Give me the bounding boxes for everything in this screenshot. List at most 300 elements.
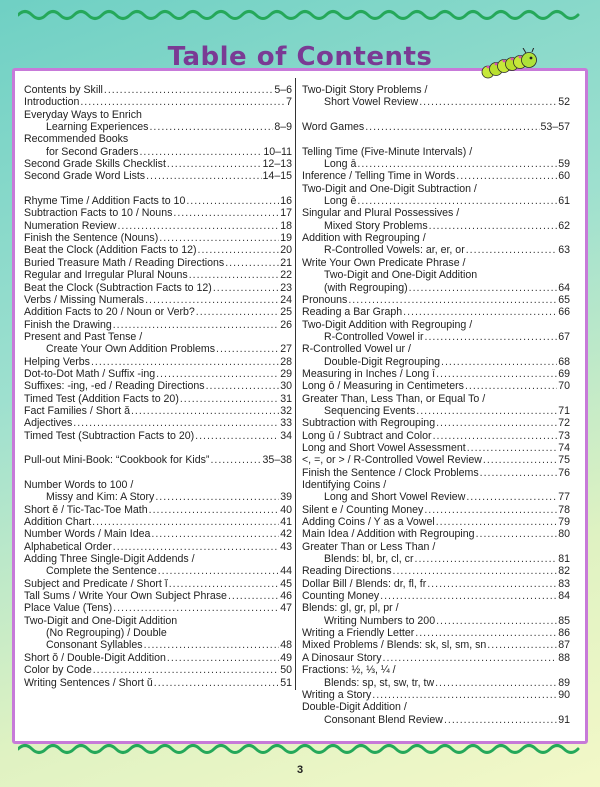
toc-entry-page: 50 — [280, 664, 292, 677]
toc-entry-title: Silent e / Counting Money — [302, 503, 424, 516]
toc-entry-line — [302, 467, 570, 479]
toc-entry-title: R-Controlled Vowels: ar, er, or — [324, 244, 465, 257]
toc-entry[interactable] — [302, 528, 570, 540]
toc-entry-page: 42 — [280, 528, 292, 541]
toc-entry[interactable] — [302, 701, 570, 726]
toc-entry-heading-line: Singular and Plural Possessives / — [302, 207, 460, 220]
dot-leader — [92, 516, 279, 528]
dot-leader — [149, 121, 273, 133]
toc-entry-line — [302, 516, 570, 528]
toc-entry-page: 45 — [280, 577, 292, 590]
toc-entry-page: 80 — [558, 528, 570, 541]
dot-leader — [173, 207, 279, 219]
dot-leader — [228, 590, 279, 602]
toc-entry-title: Adjectives — [24, 417, 73, 430]
toc-entry-line — [302, 294, 570, 306]
toc-entry-title: Suffixes: -ing, -ed / Reading Directions — [24, 380, 205, 393]
toc-entry-page: 61 — [558, 195, 570, 208]
toc-entry-title: Subtraction Facts to 10 / Nouns — [24, 207, 173, 220]
toc-entry-page: 79 — [558, 516, 570, 529]
toc-entry[interactable] — [24, 232, 292, 244]
toc-entry-line — [302, 306, 570, 318]
toc-entry-line — [302, 454, 570, 466]
dot-leader — [186, 195, 279, 207]
toc-entry-page: 73 — [558, 429, 570, 442]
dot-leader — [155, 491, 279, 503]
toc-entry-heading-line: Two-Digit and One-Digit Addition — [24, 614, 178, 627]
toc-entry-page: 40 — [280, 503, 292, 516]
toc-entry-page: 39 — [280, 491, 292, 504]
toc-entry-line — [24, 368, 292, 380]
toc-entry-line — [302, 714, 570, 726]
toc-entry-title: Create Your Own Addition Problems — [46, 343, 216, 356]
toc-entry-line — [302, 565, 570, 577]
toc-entry-page: 18 — [280, 219, 292, 232]
toc-entry-line — [24, 393, 292, 405]
toc-entry-line — [24, 319, 292, 331]
toc-entry-page: 81 — [558, 553, 570, 566]
toc-entry-title: Verbs / Missing Numerals — [24, 293, 145, 306]
toc-entry[interactable] — [302, 504, 570, 516]
toc-entry[interactable] — [24, 195, 292, 207]
toc-entry-page: 27 — [280, 343, 292, 356]
toc-entry[interactable] — [24, 244, 292, 256]
column-divider — [295, 78, 296, 690]
toc-entry-page: 43 — [280, 540, 292, 553]
dot-leader — [429, 220, 558, 232]
toc-entry[interactable] — [302, 516, 570, 528]
toc-entry[interactable] — [24, 664, 292, 676]
toc-entry[interactable] — [302, 146, 570, 171]
toc-entry-title: Subject and Predicate / Short ĭ — [24, 577, 168, 590]
toc-entry-title: Long ā — [324, 158, 357, 171]
toc-entry-page: 84 — [558, 590, 570, 603]
dot-leader — [441, 356, 557, 368]
toc-entry-title: Mixed Problems / Blends: sk, sl, sm, sn — [302, 639, 487, 652]
toc-entry[interactable] — [302, 442, 570, 454]
toc-entry[interactable] — [302, 627, 570, 639]
toc-entry-title: Adding Coins / Y as a Vowel — [302, 516, 435, 529]
toc-entry-page: 85 — [558, 614, 570, 627]
toc-entry-page: 48 — [280, 639, 292, 652]
toc-entry-line — [302, 553, 570, 565]
dot-leader — [149, 504, 280, 516]
toc-entry-title: Number Words / Main Idea — [24, 528, 151, 541]
toc-entry-title: Consonant Blend Review — [324, 713, 443, 726]
toc-entry[interactable] — [302, 541, 570, 566]
toc-entry[interactable] — [24, 652, 292, 664]
toc-entry-title: for Second Graders — [46, 145, 139, 158]
toc-entry[interactable] — [24, 368, 292, 380]
toc-entry-title: Pull-out Mini-Book: “Cookbook for Kids” — [24, 454, 210, 467]
dot-leader — [139, 146, 262, 158]
toc-entry[interactable] — [302, 479, 570, 504]
toc-entry[interactable] — [24, 417, 292, 429]
toc-entry[interactable] — [24, 677, 292, 689]
toc-entry-line — [24, 195, 292, 207]
toc-entry-page: 47 — [280, 602, 292, 615]
toc-entry-page: 75 — [558, 454, 570, 467]
toc-entry-line — [24, 84, 292, 96]
toc-entry-heading-line: Identifying Coins / — [302, 479, 387, 491]
toc-entry[interactable] — [302, 257, 570, 294]
toc-entry-page: 65 — [558, 293, 570, 306]
toc-entry-page: 21 — [280, 256, 292, 269]
toc-entry-line — [24, 516, 292, 528]
toc-entry-page: 31 — [280, 392, 292, 405]
toc-entry-title: R-Controlled Vowel ir — [324, 330, 424, 343]
toc-entry-title: Rhyme Time / Addition Facts to 10 — [24, 195, 186, 208]
toc-entry-line — [24, 565, 292, 577]
dot-leader — [348, 294, 557, 306]
toc-entry-heading-line: Blends: gl, gr, pl, pr / — [302, 602, 399, 615]
toc-entry[interactable] — [24, 96, 292, 108]
toc-entry-page: 5–6 — [274, 84, 292, 96]
toc-entry-title: Double-Digit Regrouping — [324, 355, 441, 368]
top-wave-decoration — [18, 8, 582, 22]
toc-entry-title: Helping Verbs — [24, 355, 90, 368]
toc-entry-title: Long ō / Measuring in Centimeters — [302, 380, 464, 393]
dot-leader — [158, 565, 279, 577]
dot-leader — [357, 158, 557, 170]
toc-entry-line — [302, 96, 570, 108]
toc-entry-line — [302, 578, 570, 590]
dot-leader — [146, 170, 261, 182]
dot-leader — [409, 282, 558, 294]
toc-entry[interactable] — [302, 294, 570, 306]
toc-entry-title: Short ĕ / Tic-Tac-Toe Math — [24, 503, 148, 516]
toc-entry-heading-line: Addition with Regrouping / — [302, 232, 426, 245]
toc-entry-line — [24, 158, 292, 170]
toc-entry-page: 66 — [558, 306, 570, 319]
toc-entry[interactable] — [24, 109, 292, 134]
toc-entry[interactable] — [24, 84, 292, 96]
dot-leader — [145, 294, 279, 306]
toc-entry-title: Writing a Friendly Letter — [302, 627, 415, 640]
dot-leader — [415, 553, 558, 565]
toc-entry-title: Long ē — [324, 195, 357, 208]
toc-entry-page: 87 — [558, 639, 570, 652]
dot-leader — [467, 442, 557, 454]
toc-entry[interactable] — [24, 578, 292, 590]
dot-leader — [206, 380, 280, 392]
dot-leader — [403, 306, 557, 318]
toc-entry-title: <, =, or > / R-Controlled Vowel Review — [302, 454, 482, 467]
toc-entry-line — [302, 615, 570, 627]
dot-leader — [198, 244, 280, 256]
toc-entry-title: Tall Sums / Write Your Own Subject Phrase — [24, 590, 227, 603]
toc-entry-title: Mixed Story Problems — [324, 219, 428, 232]
dot-leader — [154, 677, 279, 689]
toc-entry-title: Measuring in Inches / Long ī — [302, 367, 436, 380]
toc-entry-title: Complete the Sentence — [46, 565, 157, 578]
toc-entry-page: 19 — [280, 232, 292, 245]
toc-entry[interactable] — [302, 121, 570, 133]
toc-entry-line — [24, 602, 292, 614]
dot-leader — [357, 195, 557, 207]
toc-entry-line — [302, 380, 570, 392]
toc-entry-page: 24 — [280, 293, 292, 306]
toc-entry-line — [24, 639, 292, 651]
toc-entry-page: 82 — [558, 565, 570, 578]
dot-leader — [80, 96, 285, 108]
toc-entry-line — [24, 454, 292, 466]
toc-entry-line — [24, 578, 292, 590]
toc-entry-title: Word Games — [302, 121, 365, 134]
toc-entry-page: 20 — [280, 244, 292, 257]
dot-leader — [436, 615, 557, 627]
dot-leader — [419, 96, 557, 108]
toc-entry[interactable] — [24, 220, 292, 232]
toc-entry-line — [302, 442, 570, 454]
toc-entry-page: 41 — [280, 516, 292, 529]
dot-leader — [393, 565, 558, 577]
toc-entry-page: 71 — [558, 404, 570, 417]
toc-entry[interactable] — [24, 294, 292, 306]
toc-entry[interactable] — [24, 257, 292, 269]
toc-entry-heading-line: Two-Digit Addition with Regrouping / — [302, 318, 473, 331]
toc-entry[interactable] — [302, 652, 570, 664]
toc-entry-page: 74 — [558, 441, 570, 454]
toc-entry[interactable] — [302, 393, 570, 418]
dot-leader — [466, 244, 557, 256]
toc-entry[interactable] — [302, 454, 570, 466]
toc-entry[interactable] — [302, 417, 570, 429]
toc-entry-title: Subtraction with Regrouping — [302, 417, 436, 430]
toc-entry-title: Contents by Skill — [24, 84, 103, 96]
toc-entry-line — [24, 170, 292, 182]
dot-leader — [483, 454, 557, 466]
dot-leader — [131, 405, 279, 417]
dot-leader — [104, 84, 273, 96]
dot-leader — [476, 528, 558, 540]
toc-entry[interactable] — [24, 504, 292, 516]
toc-entry-title: Second Grade Skills Checklist — [24, 158, 166, 171]
toc-entry[interactable] — [24, 454, 292, 466]
toc-entry[interactable] — [302, 590, 570, 602]
toc-entry-heading-line: R-Controlled Vowel ur / — [302, 343, 411, 356]
toc-entry-page: 28 — [280, 355, 292, 368]
toc-entry-page: 8–9 — [274, 121, 292, 134]
toc-entry-heading-line: Two-Digit Story Problems / — [302, 84, 428, 96]
toc-entry-page: 35–38 — [262, 454, 292, 467]
toc-entry[interactable] — [302, 639, 570, 651]
toc-entry-page: 23 — [280, 281, 292, 294]
toc-entry[interactable] — [302, 343, 570, 368]
toc-entry[interactable] — [302, 207, 570, 232]
toc-entry-title: (with Regrouping) — [324, 281, 408, 294]
toc-entry[interactable] — [24, 553, 292, 578]
toc-entry[interactable] — [24, 393, 292, 405]
page-number: 3 — [296, 764, 304, 776]
toc-entry-title: Inference / Telling Time in Words — [302, 170, 456, 183]
dot-leader — [213, 282, 279, 294]
toc-entry-page: 86 — [558, 627, 570, 640]
dot-leader — [433, 430, 558, 442]
toc-entry[interactable] — [302, 602, 570, 627]
toc-entry[interactable] — [24, 207, 292, 219]
toc-entry[interactable] — [24, 306, 292, 318]
toc-entry-title: Long and Short Vowel Assessment — [302, 441, 466, 454]
toc-entry-line — [24, 652, 292, 664]
toc-entry-heading-line: Greater Than or Less Than / — [302, 540, 436, 553]
toc-entry[interactable] — [24, 319, 292, 331]
toc-entry[interactable] — [302, 565, 570, 577]
toc-entry[interactable] — [24, 269, 292, 281]
dot-leader — [93, 664, 279, 676]
toc-entry-heading-line: Greater Than, Less Than, or Equal To / — [302, 392, 486, 405]
toc-entry[interactable] — [302, 368, 570, 380]
toc-entry-page: 67 — [558, 330, 570, 343]
toc-entry-heading-line: Present and Past Tense / — [24, 330, 143, 343]
toc-entry-page: 69 — [558, 367, 570, 380]
toc-entry-heading-line: (No Regrouping) / Double — [46, 627, 167, 640]
toc-entry[interactable] — [302, 380, 570, 392]
toc-entry[interactable] — [302, 84, 570, 109]
toc-entry[interactable] — [24, 380, 292, 392]
toc-entry[interactable] — [24, 528, 292, 540]
dot-leader — [425, 331, 558, 343]
toc-entry-title: Short Vowel Review — [324, 96, 419, 109]
toc-entry-line — [24, 257, 292, 269]
dot-leader — [117, 220, 279, 232]
bottom-wave-decoration — [18, 742, 582, 756]
dot-leader — [167, 652, 279, 664]
toc-entry-title: A Dinosaur Story — [302, 651, 382, 664]
toc-entry[interactable] — [24, 602, 292, 614]
toc-entry-line — [24, 504, 292, 516]
toc-entry-page: 63 — [558, 244, 570, 257]
toc-entry-page: 53–57 — [540, 121, 570, 134]
toc-entry-line — [302, 677, 570, 689]
dot-leader — [444, 714, 557, 726]
toc-entry-line — [302, 430, 570, 442]
toc-entry-line — [24, 96, 292, 108]
toc-entry[interactable] — [24, 170, 292, 182]
toc-entry-title: Addition Chart — [24, 516, 92, 529]
toc-entry-page: 17 — [280, 207, 292, 220]
dot-leader — [466, 491, 557, 503]
toc-entry-title: Fact Families / Short ă — [24, 404, 130, 417]
toc-entry[interactable] — [24, 615, 292, 652]
toc-entry-line — [24, 306, 292, 318]
toc-entry-line — [24, 356, 292, 368]
toc-entry[interactable] — [302, 183, 570, 208]
dot-leader — [159, 232, 279, 244]
toc-entry-line — [24, 343, 292, 355]
toc-entry-line — [24, 207, 292, 219]
toc-entry[interactable] — [24, 282, 292, 294]
toc-entry-page: 83 — [558, 577, 570, 590]
toc-entry[interactable] — [24, 405, 292, 417]
toc-entry-line — [24, 430, 292, 442]
toc-entry-page: 33 — [280, 417, 292, 430]
toc-entry-page: 12–13 — [262, 158, 292, 171]
toc-entry[interactable] — [24, 590, 292, 602]
toc-entry-title: Sequencing Events — [324, 404, 416, 417]
toc-entry-page: 52 — [558, 96, 570, 109]
dot-leader — [196, 306, 279, 318]
toc-entry-title: Pronouns — [302, 293, 348, 306]
toc-entry-title: Buried Treasure Math / Reading Directions — [24, 256, 225, 269]
toc-entry[interactable] — [302, 319, 570, 344]
toc-entry-heading-line: Write Your Own Predicate Phrase / — [302, 256, 466, 269]
toc-entry-line — [302, 244, 570, 256]
dot-leader — [210, 454, 261, 466]
toc-entry-page: 7 — [286, 96, 292, 109]
toc-entry-line — [302, 220, 570, 232]
toc-entry-title: Consonant Syllables — [46, 639, 143, 652]
dot-leader — [465, 380, 557, 392]
toc-entry-page: 14–15 — [262, 170, 292, 183]
toc-entry[interactable] — [24, 331, 292, 356]
toc-entry[interactable] — [302, 578, 570, 590]
toc-entry[interactable] — [302, 664, 570, 689]
toc-entry-line — [24, 677, 292, 689]
left-column — [24, 84, 292, 689]
toc-entry-title: Dollar Bill / Blends: dr, fl, fr — [302, 577, 427, 590]
toc-entry[interactable] — [24, 541, 292, 553]
toc-entry-line — [302, 121, 570, 133]
dot-leader — [113, 319, 279, 331]
dot-leader — [156, 368, 279, 380]
toc-entry[interactable] — [302, 689, 570, 701]
toc-entry[interactable] — [302, 306, 570, 318]
toc-entry-title: Reading a Bar Graph — [302, 306, 403, 319]
toc-entry-line — [24, 294, 292, 306]
toc-entry-line — [302, 158, 570, 170]
toc-entry[interactable] — [302, 170, 570, 182]
toc-entry-title: Introduction — [24, 96, 80, 109]
toc-entry-heading-line: Everyday Ways to Enrich — [24, 108, 142, 121]
toc-entry[interactable] — [24, 133, 292, 158]
toc-entry-page: 26 — [280, 318, 292, 331]
toc-entry[interactable] — [302, 430, 570, 442]
toc-entry-title: Long ū / Subtract and Color — [302, 429, 432, 442]
toc-entry-line — [24, 541, 292, 553]
toc-entry-title: Blends: sp, st, sw, tr, tw — [324, 676, 435, 689]
toc-entry-title: Beat the Clock (Addition Facts to 12) — [24, 244, 197, 257]
toc-entry-line — [24, 417, 292, 429]
dot-leader — [415, 627, 557, 639]
toc-entry[interactable] — [302, 467, 570, 479]
toc-entry-title: Reading Directions — [302, 565, 392, 578]
toc-entry-title: Missy and Kim: A Story — [46, 491, 155, 504]
toc-entry-heading-line: Fractions: ½, ⅓, ¼ / — [302, 664, 396, 677]
toc-entry-page: 70 — [558, 380, 570, 393]
toc-entry-line — [302, 170, 570, 182]
dot-leader — [91, 356, 279, 368]
toc-entry[interactable] — [302, 232, 570, 257]
toc-entry-title: Color by Code — [24, 664, 92, 677]
dot-leader — [225, 257, 279, 269]
toc-entry[interactable] — [24, 158, 292, 170]
dot-leader — [167, 158, 262, 170]
toc-entry[interactable] — [24, 356, 292, 368]
toc-entry-line — [24, 528, 292, 540]
toc-entry-heading-line: Adding Three Single-Digit Addends / — [24, 553, 195, 566]
toc-entry[interactable] — [24, 516, 292, 528]
toc-entry-page: 68 — [558, 355, 570, 368]
toc-entry-line — [24, 380, 292, 392]
toc-entry-heading-line: Telling Time (Five-Minute Intervals) / — [302, 145, 473, 158]
dot-leader — [424, 504, 557, 516]
dot-leader — [487, 639, 557, 651]
toc-entry[interactable] — [24, 479, 292, 504]
dot-leader — [151, 528, 279, 540]
toc-entry[interactable] — [24, 430, 292, 442]
toc-entry-line — [302, 590, 570, 602]
